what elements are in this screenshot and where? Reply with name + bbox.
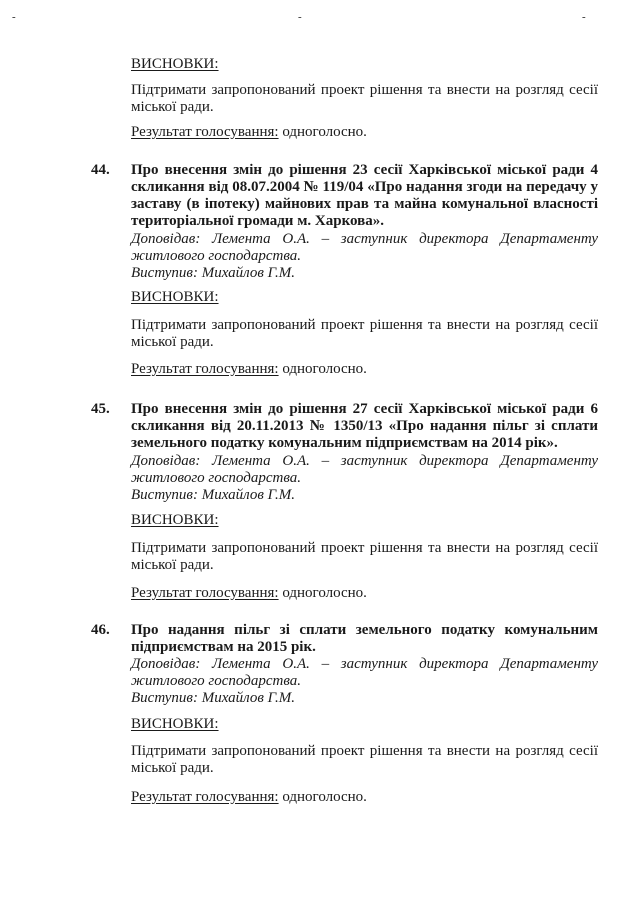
item-number: 46.: [91, 622, 110, 638]
item-title: Про надання пільг зі сплати земельного податку комунальним підприємствам на 2015 рік.: [131, 622, 598, 655]
conclusions-text: Підтримати запропонований проект рішення та внести на розгляд сесії міської ради.: [131, 540, 598, 573]
vote-label: Результат голосування:: [131, 124, 279, 140]
conclusions-heading: ВИСНОВКИ:: [131, 56, 219, 72]
vote-label: Результат голосування:: [131, 585, 279, 601]
item-title: Про внесення змін до рішення 27 сесії Харківської міської ради 6 скликання від 20.11.2013 № 1350/13 «Про надання пільг зі сплати земельного податку комунальним підприємствам на 2014 рік».: [131, 401, 598, 451]
vote-result: [131, 361, 598, 378]
vote-value: одноголосно.: [282, 789, 367, 805]
conclusions-heading: ВИСНОВКИ:: [131, 289, 219, 305]
item-number: 44.: [91, 162, 110, 178]
vote-value: одноголосно.: [282, 361, 367, 377]
vote-result: [131, 124, 598, 141]
vote-value: одноголосно.: [282, 585, 367, 601]
item-speaker: Доповідав: Лемента О.А. – заступник директора Департаменту житлового господарства.: [131, 453, 598, 486]
conclusions-text: Підтримати запропонований проект рішення та внести на розгляд сесії міської ради.: [131, 743, 598, 776]
conclusions-heading: ВИСНОВКИ:: [131, 512, 219, 528]
scan-mark: -: [298, 11, 302, 23]
item-number: 45.: [91, 401, 110, 417]
vote-value: одноголосно.: [282, 124, 367, 140]
item-spoke: Виступив: Михайлов Г.М.: [131, 487, 296, 503]
item-spoke: Виступив: Михайлов Г.М.: [131, 265, 296, 281]
scan-mark: -: [12, 11, 16, 23]
vote-result: [131, 789, 598, 806]
vote-result: [131, 585, 598, 602]
vote-label: Результат голосування:: [131, 361, 279, 377]
item-speaker: Доповідав: Лемента О.А. – заступник директора Департаменту житлового господарства.: [131, 656, 598, 689]
conclusions-text: Підтримати запропонований проект рішення та внести на розгляд сесії міської ради.: [131, 82, 598, 115]
scan-mark: -: [582, 11, 586, 23]
vote-label: Результат голосування:: [131, 789, 279, 805]
item-title: Про внесення змін до рішення 23 сесії Харківської міської ради 4 скликання від 08.07.2004 № 119/04 «Про надання згоди на передачу у заставу (в іпотеку) майнових прав та майна комунальної власності територіальної громади м. Харкова».: [131, 162, 598, 229]
item-spoke: Виступив: Михайлов Г.М.: [131, 690, 296, 706]
conclusions-heading: ВИСНОВКИ:: [131, 716, 219, 732]
conclusions-text: Підтримати запропонований проект рішення та внести на розгляд сесії міської ради.: [131, 317, 598, 350]
item-speaker: Доповідав: Лемента О.А. – заступник директора Департаменту житлового господарства.: [131, 231, 598, 264]
